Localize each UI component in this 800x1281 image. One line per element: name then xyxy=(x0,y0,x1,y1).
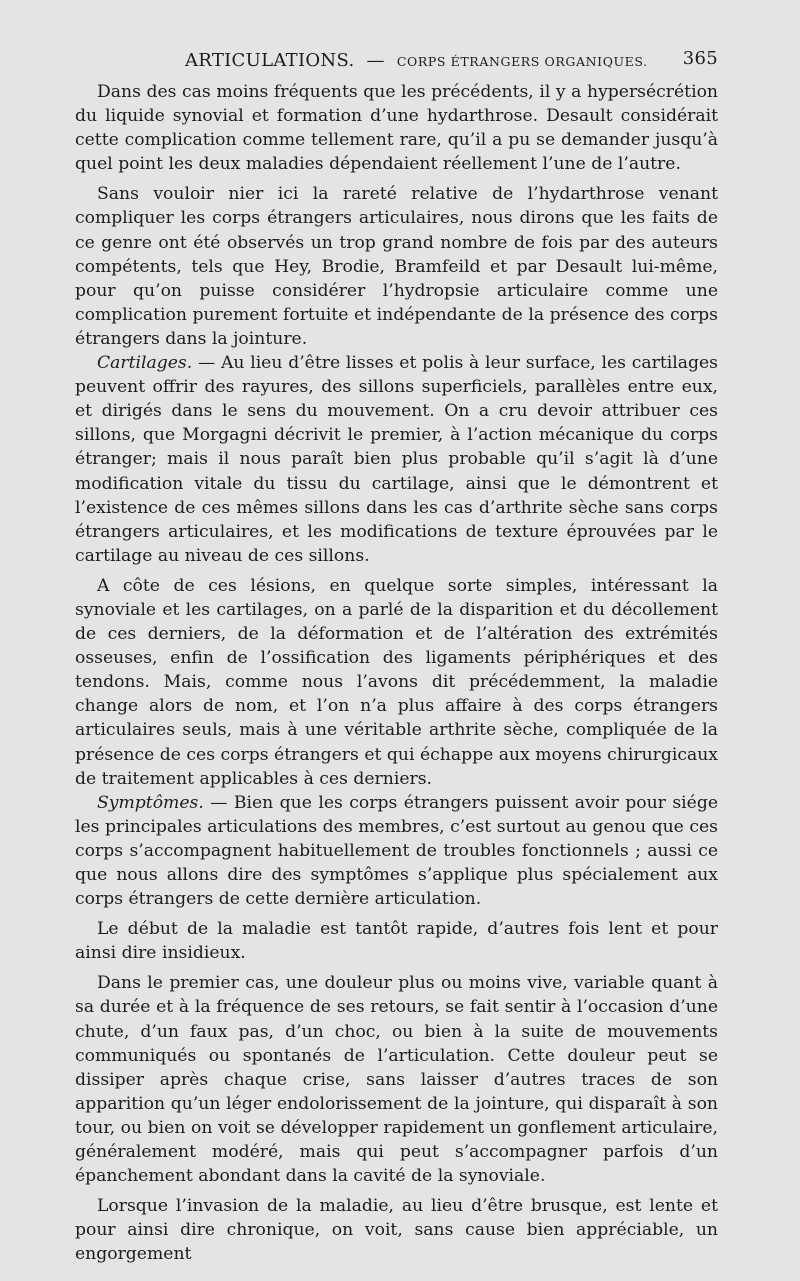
section-heading-symptomes: Symptômes. xyxy=(97,792,204,813)
section-subtitle: CORPS ÉTRANGERS ORGANIQUES. xyxy=(396,54,648,69)
section-heading-cartilages: Cartilages. xyxy=(97,353,193,374)
paragraph xyxy=(75,351,718,568)
paragraph-text: Dans des cas moins fréquents que les précédents, il y a hypersécrétion du liquide synovial et formation d’une hydarthrose. Desault considérait cette complication comme tellement rare, qu’il a pu se demander jusqu’à quel point les deux maladies dépendaient réellement l’une de l’autre. xyxy=(75,82,718,175)
chapter-title: ARTICULATIONS. xyxy=(185,50,355,71)
paragraph-text: — Bien que les corps étrangers puissent avoir pour siége les principales articulations des membres, c’est surtout au genou que ces corps s’accompagnent habituellement de troubles fonctionnels ; aussi ce que nous allons dire des symptômes s’applique plus spécialement aux corps étrangers de cette dernière articulation. xyxy=(75,792,718,910)
paragraph xyxy=(75,917,718,965)
paragraph xyxy=(75,1194,718,1266)
paragraph xyxy=(75,80,718,176)
body-text xyxy=(75,80,718,1267)
running-header xyxy=(75,46,718,76)
paragraph xyxy=(75,182,718,351)
page-number: 365 xyxy=(682,48,718,69)
paragraph xyxy=(75,971,718,1188)
title-separator: — xyxy=(366,50,385,71)
paragraph xyxy=(75,574,718,791)
paragraph-text: — Au lieu d’être lisses et polis à leur surface, les cartilages peuvent offrir des rayures, des sillons superficiels, parallèles entre eux, et dirigés dans le sens du mouvement. On a cru devoir attribuer ces sillons, que Morgagni décrivit le premier, à l’action mécanique du corps étranger; mais il nous paraît bien plus probable qu’il s’agit là d’une modification vitale du tissu du cartilage, ainsi que le démontrent et l’existence de ces mêmes sillons dans les cas d’arthrite sèche sans corps étrangers articulaires, et les modifications de texture éprouvées par le cartilage au niveau de ces sillons. xyxy=(75,353,718,566)
paragraph-text: Lorsque l’invasion de la maladie, au lieu d’être brusque, est lente et pour ainsi dire chronique, on voit, sans cause bien appréciable, un engorgement xyxy=(75,1196,718,1265)
paragraph-text: Sans vouloir nier ici la rareté relative de l’hydarthrose venant compliquer les corps étrangers articulaires, nous dirons que les faits de ce genre ont été observés un trop grand nombre de fois par des auteurs compétents, tels que Hey, Brodie, Bramfeild et par Desault lui-même, pour qu’on puisse considérer l’hydropsie articulaire comme une complication purement fortuite et indépendante de la présence des corps étrangers dans la jointure. xyxy=(75,184,718,349)
running-title xyxy=(185,50,648,71)
paragraph-text: A côte de ces lésions, en quelque sorte simples, intéressant la synoviale et les cartilages, on a parlé de la disparition et du décollement de ces derniers, de la déformation et de l’altération des extrémités osseuses, enfin de l’ossification des ligaments périphériques et des tendons. Mais, comme nous l’avons dit précédemment, la maladie change alors de nom, et l’on n’a plus affaire à des corps étrangers articulaires seuls, mais à une véritable arthrite sèche, compliquée de la présence de ces corps étrangers et qui échappe aux moyens chirurgicaux de traitement applicables à ces derniers. xyxy=(75,575,718,789)
paragraph-text: Dans le premier cas, une douleur plus ou moins vive, variable quant à sa durée et à la fréquence de ses retours, se fait sentir à l’occasion d’une chute, d’un faux pas, d’un choc, ou bien à la suite de mouvements communiqués ou spontanés de l’articulation. Cette douleur peut se dissiper après chaque crise, sans laisser d’autres traces de son apparition qu’un léger endolorissement de la jointure, qui disparaît à son tour, ou bien on voit se développer rapidement un gonflement articulaire, généralement modéré, mais qui peut s’accompagner parfois d’un épanchement abondant dans la cavité de la synoviale. xyxy=(75,973,718,1187)
paragraph xyxy=(75,791,718,911)
paragraph-text: Le début de la maladie est tantôt rapide, d’autres fois lent et pour ainsi dire insidieux. xyxy=(75,919,718,964)
